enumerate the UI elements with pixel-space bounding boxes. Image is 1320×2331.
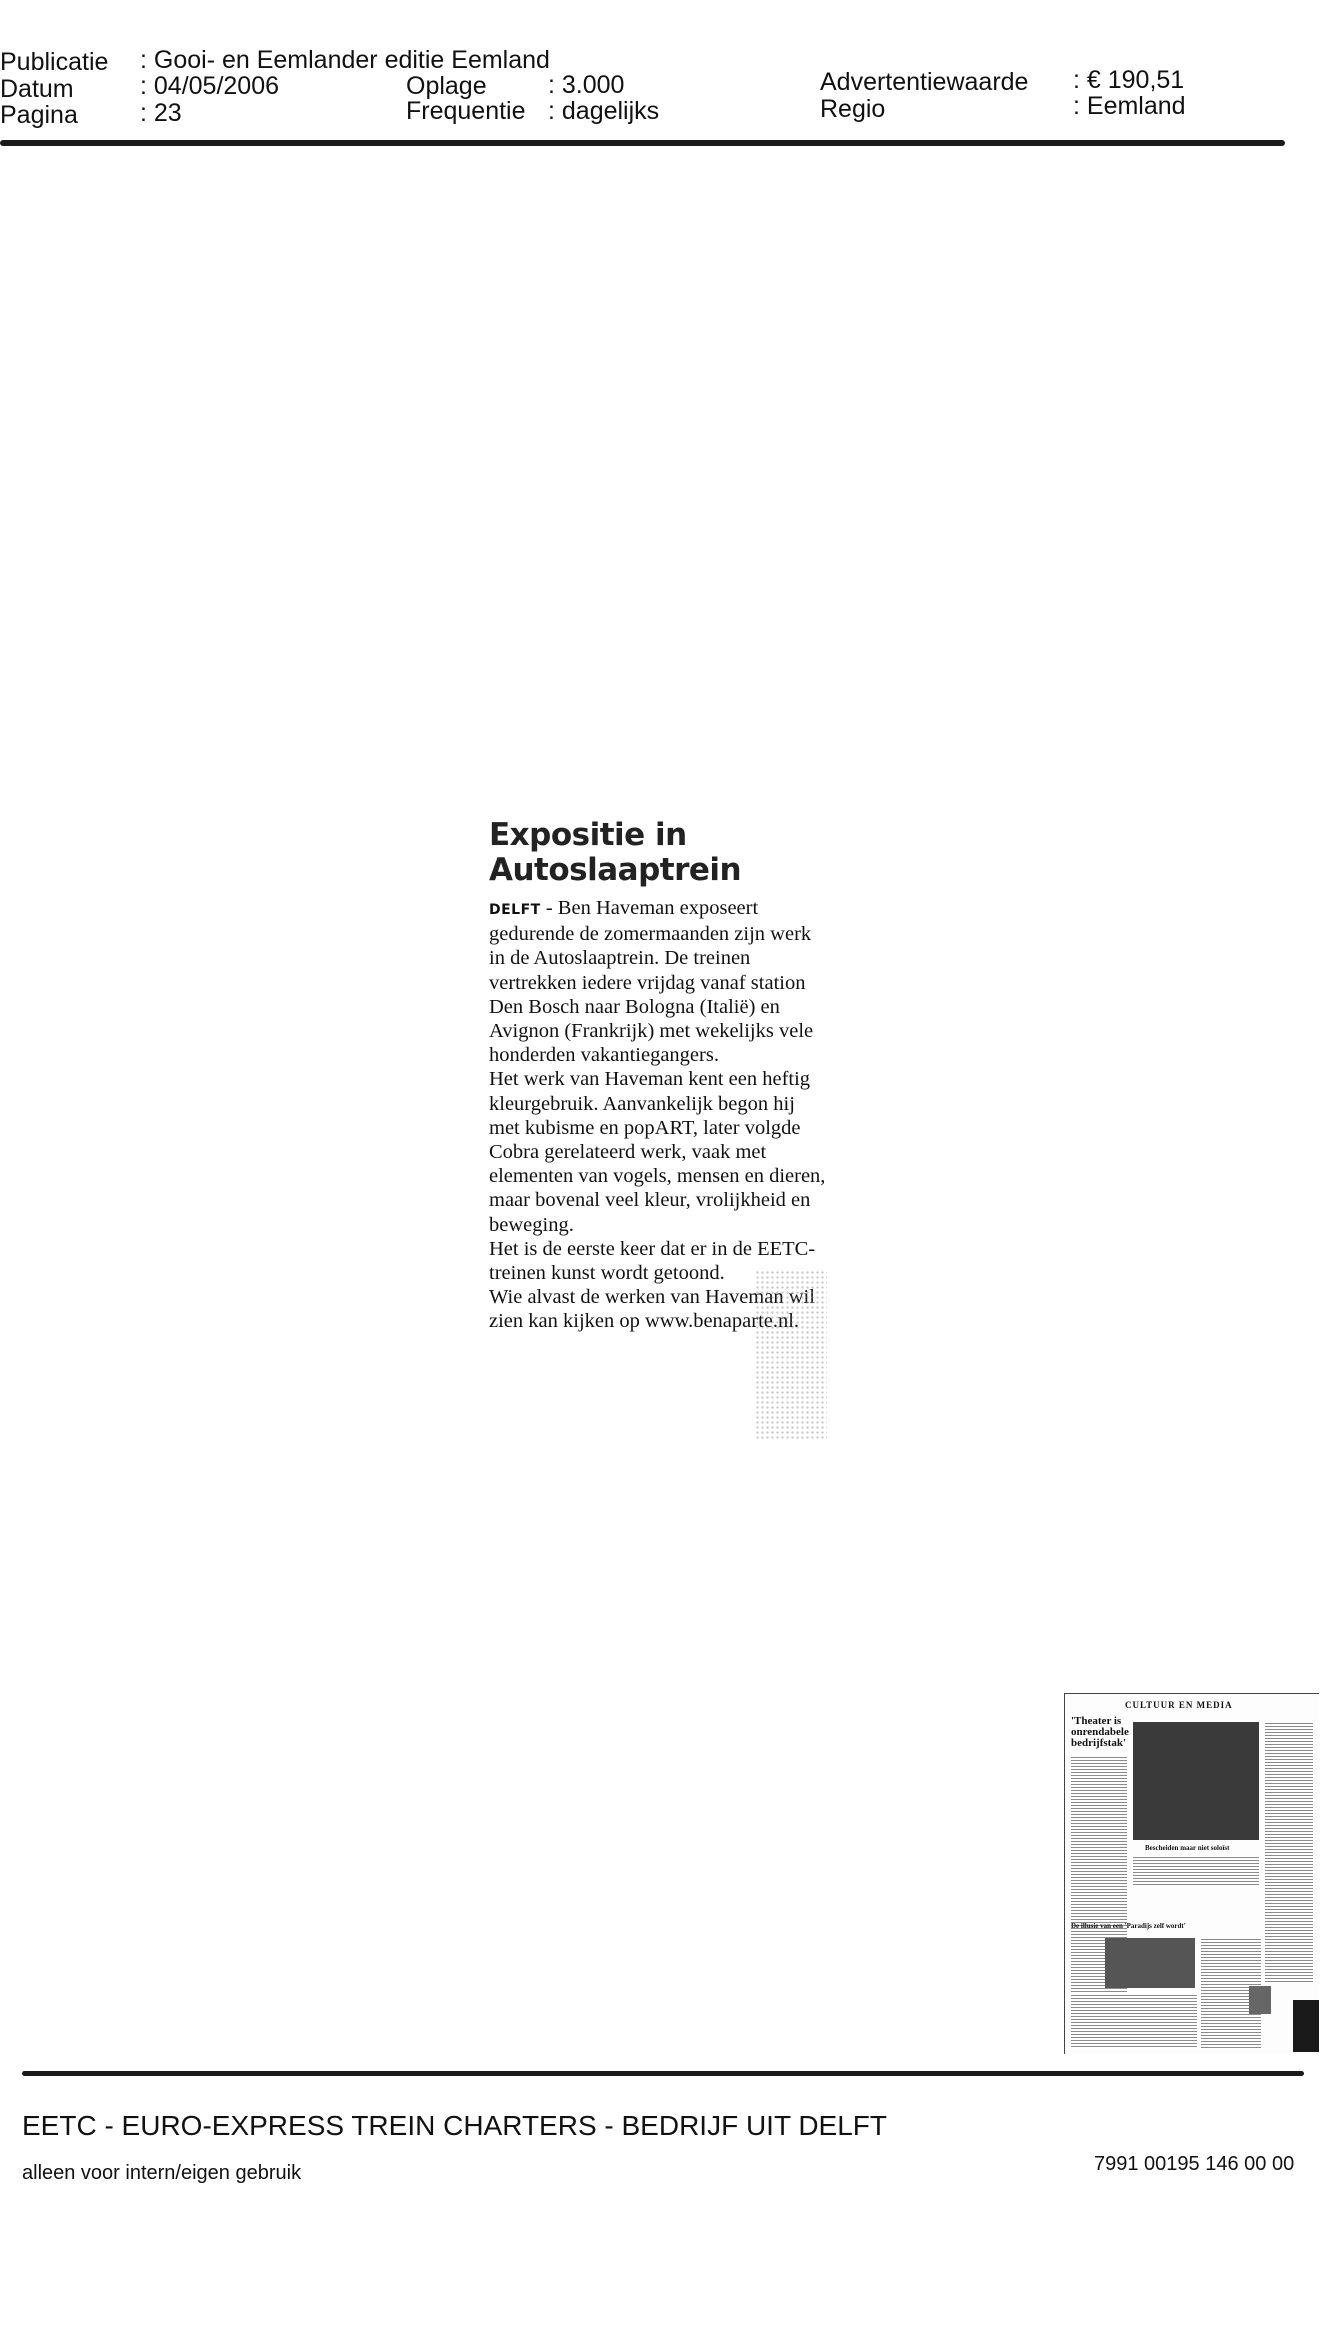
advertentiewaarde-label: Advertentiewaarde [820, 68, 1029, 96]
thumbnail-caption: De illusie van een 'Paradijs zelf wordt' [1071, 1922, 1186, 1930]
pagina-label: Pagina [0, 101, 78, 129]
frequentie-label: Frequentie [406, 97, 526, 125]
dateline: DELFT [489, 902, 541, 918]
article-headline [489, 818, 829, 888]
thumbnail-headline: 'Theater is onrendabele bedrijfstak' [1071, 1715, 1129, 1749]
footer-company: EETC - EURO-EXPRESS TREIN CHARTERS - BEDRIJF UIT DELFT [22, 2110, 888, 2141]
datum-label: Datum [0, 75, 74, 103]
thumbnail-text-column [1071, 1994, 1197, 2049]
article-paragraph-2: Het werk van Haveman kent een heftig kleurgebruik. Aanvankelijk begon hij met kubisme en popART, later volgde Cobra gerelateerd werk, vaak met elementen van vogels, mensen en dieren, maar bovenal veel kleur, vrolijkheid en beweging. [489, 1068, 826, 1236]
article-body [489, 896, 829, 1334]
oplage-value: : 3.000 [548, 71, 625, 99]
publicatie-label: Publicatie [0, 48, 109, 76]
article-paragraph-1 [489, 896, 829, 1067]
publicatie-value: : Gooi- en Eemlander editie Eemland [140, 46, 550, 74]
header-rule [0, 140, 1285, 146]
thumbnail-masthead: CULTUUR EN MEDIA [1125, 1700, 1233, 1710]
thumbnail-black-bar [1293, 2000, 1319, 2052]
datum-value: : 04/05/2006 [140, 72, 280, 100]
thumbnail-text-column [1265, 1722, 1313, 1982]
article-paragraph-3: Het is de eerste keer dat er in de EETC-treinen kunst wordt getoond. [489, 1237, 816, 1285]
headline-line-2: Autoslaaptrein [489, 852, 742, 888]
headline-line-1: Expositie in [489, 817, 687, 853]
scan-halftone-texture [755, 1270, 827, 1440]
thumbnail-photo [1249, 1986, 1271, 2014]
oplage-label: Oplage [406, 72, 487, 100]
thumbnail-caption: Bescheiden maar niet soloïst [1145, 1844, 1230, 1852]
footer-usage-note: alleen voor intern/eigen gebruik [22, 2162, 302, 2184]
footer-code: 7991 00195 146 00 00 [1094, 2153, 1295, 2175]
footer-rule [22, 2071, 1304, 2076]
article-clipping [489, 818, 829, 1334]
frequentie-value: : dagelijks [548, 97, 660, 125]
thumbnail-photo [1105, 1938, 1195, 1988]
thumbnail-photo [1133, 1722, 1259, 1840]
paragraph-1-text: - Ben Haveman exposeert gedurende de zomermaanden zijn werk in de Autoslaaptrein. De treinen vertrekken iedere vrijdag vanaf station Den Bosch naar Bologna (Italië) en Avignon (Frankrijk) met wekelijks vele honderden vakantiegangers. [489, 897, 814, 1067]
newspaper-page-thumbnail [1064, 1693, 1319, 2054]
thumbnail-text-column [1133, 1856, 1259, 1886]
pagina-value: : 23 [140, 99, 182, 127]
advertentiewaarde-value: : € 190,51 [1073, 66, 1185, 94]
regio-value: : Eemland [1073, 92, 1186, 120]
article-paragraph-4: Wie alvast de werken van Haveman wil zien kan kijken op www.benaparte.nl. [489, 1286, 815, 1333]
regio-label: Regio [820, 95, 886, 123]
